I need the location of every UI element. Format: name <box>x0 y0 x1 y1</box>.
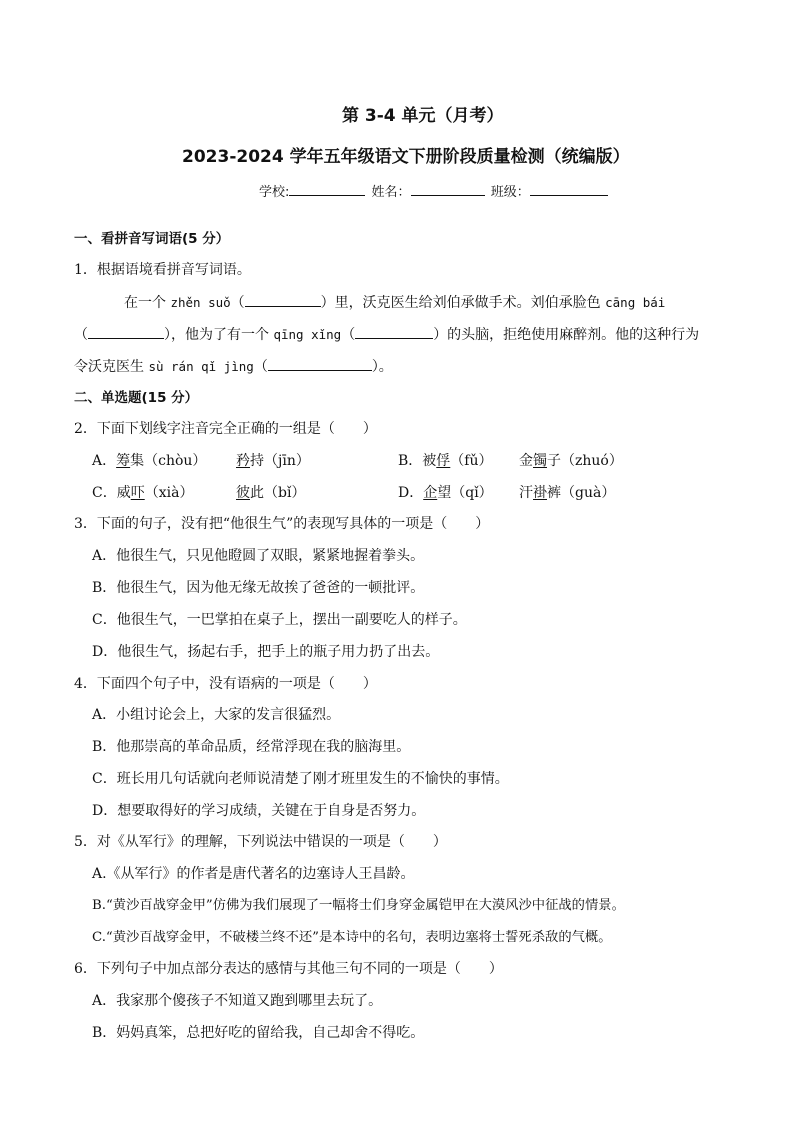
q4-option-c[interactable]: C．班长用几句话就向老师说清楚了刚才班里发生的不愉快的事情。 <box>92 771 509 787</box>
q1-text: ）。 <box>371 359 393 375</box>
q1-text: （ <box>341 327 356 343</box>
q3-option-b[interactable]: B．他很生气，因为他无缘无故挨了爸爸的一顿批评。 <box>92 580 425 596</box>
word: 望（qǐ） <box>437 485 493 501</box>
q1-text: （ <box>230 295 245 311</box>
pinyin-zhensuo: zhěn suǒ <box>170 295 231 310</box>
q2-option-c[interactable] <box>92 483 193 503</box>
q4-stem: 4．下面四个句子中，没有语病的一项是（ ） <box>74 676 377 692</box>
word: 汗 <box>519 485 533 501</box>
q1-text: 令沃克医生 <box>74 359 149 375</box>
word: 裤（guà） <box>547 485 616 501</box>
q2-option-a[interactable] <box>92 451 206 471</box>
name-label: 姓名： <box>371 185 411 200</box>
school-field[interactable] <box>289 181 365 196</box>
underlined-char: 俘 <box>436 453 451 469</box>
q1-line-3 <box>74 356 393 377</box>
q1-stem: 1．根据语境看拼音写词语。 <box>74 262 251 278</box>
q5-option-c[interactable]: C.“黄沙百战穿金甲，不破楼兰终不还”是本诗中的名句，表明边塞将士誓死杀敌的气概。 <box>92 930 612 945</box>
pinyin-qingxing: qīng xǐng <box>273 327 342 342</box>
q6-stem: 6．下列句子中加点部分表达的感情与其他三句不同的一项是（ ） <box>74 961 503 977</box>
underlined-char: 企 <box>423 485 438 501</box>
q2-stem: 2．下面下划线字注音完全正确的一组是（ ） <box>74 421 377 437</box>
pinyin-cangbai: cāng bái <box>605 295 666 310</box>
q1-text: （ <box>253 359 268 375</box>
q1-text: ）的头脑，拒绝使用麻醉剂。他的这种行为 <box>433 327 700 343</box>
underlined-char: 筹 <box>116 453 131 469</box>
q2-option-a-word2 <box>236 451 310 471</box>
word: 此（bǐ） <box>250 485 306 501</box>
option-label: B． <box>398 453 423 469</box>
q1-line-1 <box>124 292 665 313</box>
student-info-line <box>259 181 608 203</box>
q5-option-a[interactable]: A.《从军行》的作者是唐代著名的边塞诗人王昌龄。 <box>92 866 415 882</box>
q4-option-a[interactable]: A．小组讨论会上，大家的发言很猛烈。 <box>92 707 341 723</box>
exam-subtitle: 2023-2024 学年五年级语文下册阶段质量检测（统编版） <box>182 147 630 167</box>
underlined-char: 褂 <box>533 485 547 501</box>
q5-option-b[interactable]: B.“黄沙百战穿金甲”仿佛为我们展现了一幅将士们身穿金属铠甲在大漠风沙中征战的情景。 <box>92 898 625 913</box>
q1-text: ），他为了有一个 <box>164 327 274 343</box>
q2-option-d[interactable] <box>398 483 493 503</box>
q6-option-b[interactable]: B．妈妈真笨，总把好吃的留给我，自己却舍不得吃。 <box>92 1025 425 1041</box>
exam-title: 第 3-4 单元（月考） <box>342 106 504 126</box>
q2-option-b-word2 <box>519 451 623 471</box>
word: 持（jīn） <box>250 453 310 469</box>
class-field[interactable] <box>530 181 608 196</box>
q1-line-2 <box>74 324 699 345</box>
option-label: D． <box>398 485 424 501</box>
pinyin-suranqijing: sù rán qǐ jìng <box>148 359 254 374</box>
q4-option-d[interactable]: D．想要取得好的学习成绩，关键在于自身是否努力。 <box>92 803 426 819</box>
q3-option-d[interactable]: D．他很生气，扬起右手，把手上的瓶子用力扔了出去。 <box>92 644 440 660</box>
underlined-char: 吓 <box>130 485 145 501</box>
answer-blank-2[interactable] <box>88 324 164 339</box>
option-label: C． <box>92 485 117 501</box>
q3-option-a[interactable]: A．他很生气，只见他瞪圆了双眼，紧紧地握着拳头。 <box>92 548 425 564</box>
section1-heading: 一、看拼音写词语(5 分） <box>74 231 230 247</box>
option-label: A． <box>92 453 117 469</box>
word: （xià） <box>144 485 194 501</box>
answer-blank-4[interactable] <box>268 356 372 371</box>
q1-text: ）里，沃克医生给刘伯承做手术。刘伯承脸色 <box>320 295 606 311</box>
q5-stem: 5．对《从军行》的理解，下列说法中错误的一项是（ ） <box>74 834 447 850</box>
class-label: 班级： <box>490 185 530 200</box>
word: （fǔ） <box>450 453 493 469</box>
answer-blank-1[interactable] <box>245 292 321 307</box>
underlined-char: 镯 <box>533 453 547 469</box>
word: 集（chòu） <box>130 453 207 469</box>
q1-text: 在一个 <box>124 295 171 311</box>
name-field[interactable] <box>411 181 485 196</box>
word: 金 <box>519 453 533 469</box>
q6-option-a[interactable]: A．我家那个傻孩子不知道又跑到哪里去玩了。 <box>92 993 383 1009</box>
word: 子（zhuó） <box>547 453 623 469</box>
answer-blank-3[interactable] <box>355 324 433 339</box>
word: 威 <box>116 485 131 501</box>
underlined-char: 彼 <box>236 485 250 501</box>
school-label: 学校: <box>259 185 290 200</box>
section2-heading: 二、单选题(15 分） <box>74 390 199 406</box>
underlined-char: 矜 <box>236 453 250 469</box>
q4-option-b[interactable]: B．他那崇高的革命品质，经常浮现在我的脑海里。 <box>92 739 411 755</box>
q2-option-c-word2 <box>236 483 305 503</box>
q2-option-d-word2 <box>519 483 615 503</box>
q3-option-c[interactable]: C．他很生气，一巴掌拍在桌子上，摆出一副要吃人的样子。 <box>92 612 467 628</box>
q3-stem: 3．下面的句子，没有把“他很生气”的表现写具体的一项是（ ） <box>74 516 490 532</box>
q1-text: （ <box>74 327 88 343</box>
q2-option-b[interactable] <box>398 451 493 471</box>
word: 被 <box>422 453 437 469</box>
